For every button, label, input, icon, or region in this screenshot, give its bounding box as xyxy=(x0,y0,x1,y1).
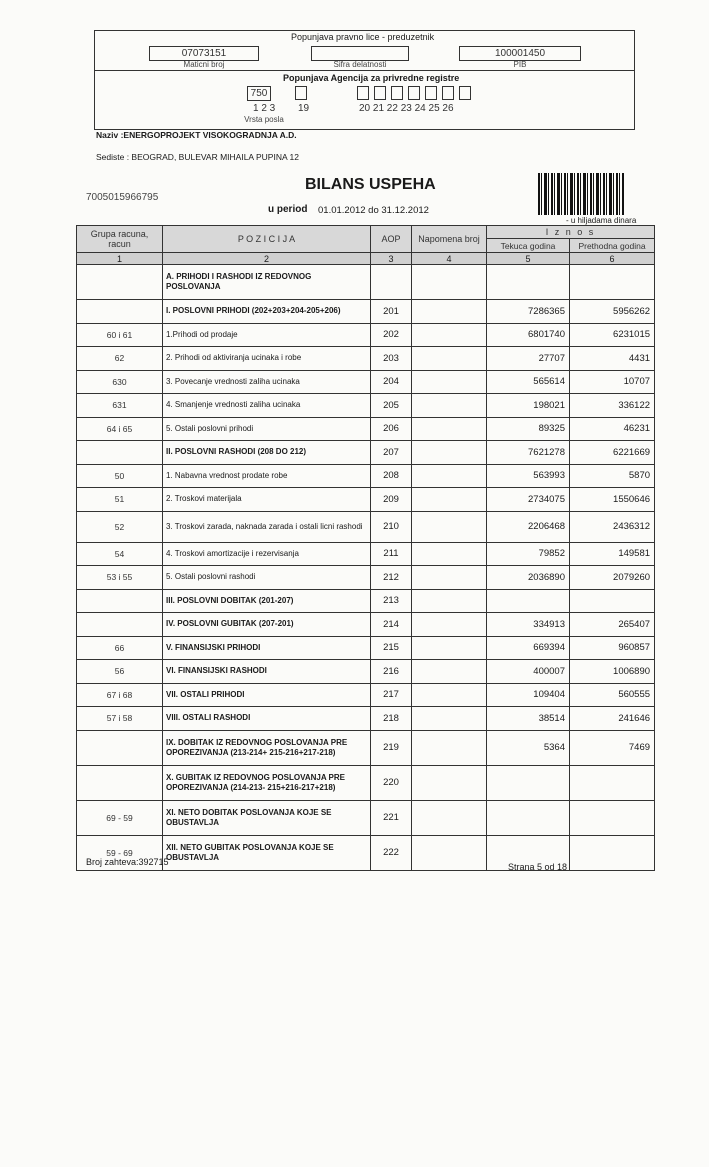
header-pozicija: P O Z I C I J A xyxy=(163,226,371,253)
previous-year-cell: 336122 xyxy=(570,394,655,418)
position-cell: 3. Troskovi zarada, naknada zarada i ostali licni rashodi xyxy=(163,511,371,542)
current-year-cell: 7621278 xyxy=(487,441,570,465)
current-year-cell: 563993 xyxy=(487,464,570,488)
account-group-cell xyxy=(77,265,163,300)
account-group-cell: 52 xyxy=(77,511,163,542)
previous-year-cell: 6231015 xyxy=(570,323,655,347)
aop-cell: 210 xyxy=(371,511,412,542)
previous-year-cell: 4431 xyxy=(570,347,655,371)
previous-year-cell: 265407 xyxy=(570,613,655,637)
note-cell xyxy=(412,441,487,465)
col-number: 3 xyxy=(371,253,412,265)
aop-cell: 207 xyxy=(371,441,412,465)
document-id-number: 7005015966795 xyxy=(86,192,159,203)
previous-year-cell: 7469 xyxy=(570,730,655,765)
previous-year-cell: 2436312 xyxy=(570,511,655,542)
note-cell xyxy=(412,835,487,870)
current-year-cell: 2734075 xyxy=(487,488,570,512)
current-year-cell: 7286365 xyxy=(487,300,570,324)
position-cell: VII. OSTALI PRIHODI xyxy=(163,683,371,707)
aop-cell: 206 xyxy=(371,417,412,441)
request-number: Broj zahteva:392715 xyxy=(86,857,169,867)
field-19-box xyxy=(295,86,307,100)
note-cell xyxy=(412,683,487,707)
position-cell: 3. Povecanje vrednosti zaliha ucinaka xyxy=(163,370,371,394)
current-year-cell: 6801740 xyxy=(487,323,570,347)
previous-year-cell: 560555 xyxy=(570,683,655,707)
table-row xyxy=(77,511,655,542)
document-title: BILANS USPEHA xyxy=(305,176,436,193)
previous-year-cell: 2079260 xyxy=(570,566,655,590)
account-group-cell: 59 - 69 xyxy=(77,835,163,870)
aop-cell: 209 xyxy=(371,488,412,512)
current-year-cell: 109404 xyxy=(487,683,570,707)
position-cell: V. FINANSIJSKI PRIHODI xyxy=(163,636,371,660)
note-cell xyxy=(412,300,487,324)
aop-cell: 214 xyxy=(371,613,412,637)
field-23-box xyxy=(408,86,420,100)
position-cell: 1. Nabavna vrednost prodate robe xyxy=(163,464,371,488)
current-year-cell: 2206468 xyxy=(487,511,570,542)
table-row xyxy=(77,613,655,637)
table-row xyxy=(77,765,655,800)
header-tekuca: Tekuca godina xyxy=(487,239,570,253)
note-cell xyxy=(412,323,487,347)
position-cell: II. POSLOVNI RASHODI (208 DO 212) xyxy=(163,441,371,465)
field-22-box xyxy=(391,86,403,100)
current-year-cell: 27707 xyxy=(487,347,570,371)
account-group-cell: 630 xyxy=(77,370,163,394)
field-19-number: 19 xyxy=(298,103,310,114)
previous-year-cell xyxy=(570,265,655,300)
account-group-cell: 62 xyxy=(77,347,163,371)
aop-cell: 215 xyxy=(371,636,412,660)
previous-year-cell: 46231 xyxy=(570,417,655,441)
previous-year-cell: 5956262 xyxy=(570,300,655,324)
note-cell xyxy=(412,370,487,394)
aop-cell: 211 xyxy=(371,542,412,566)
note-cell xyxy=(412,394,487,418)
previous-year-cell: 6221669 xyxy=(570,441,655,465)
position-cell: A. PRIHODI I RASHODI IZ REDOVNOG POSLOVANJA xyxy=(163,265,371,300)
note-cell xyxy=(412,265,487,300)
account-group-cell: 53 i 55 xyxy=(77,566,163,590)
account-group-cell xyxy=(77,613,163,637)
barcode xyxy=(538,173,624,215)
income-statement-table xyxy=(76,225,655,871)
table-body xyxy=(77,265,655,871)
note-cell xyxy=(412,417,487,441)
position-cell: 5. Ostali poslovni rashodi xyxy=(163,566,371,590)
position-cell: IX. DOBITAK IZ REDOVNOG POSLOVANJA PRE OPOREZIVANJA (213-214+ 215-216+217-218) xyxy=(163,730,371,765)
registration-form-box xyxy=(94,30,635,130)
table-row xyxy=(77,660,655,684)
aop-cell xyxy=(371,265,412,300)
account-group-cell xyxy=(77,730,163,765)
account-group-cell xyxy=(77,300,163,324)
note-cell xyxy=(412,347,487,371)
period-label: u period xyxy=(268,204,308,215)
header-iznos: I z n o s xyxy=(487,226,655,239)
account-group-cell: 51 xyxy=(77,488,163,512)
account-group-cell: 66 xyxy=(77,636,163,660)
previous-year-cell xyxy=(570,765,655,800)
company-address: Sediste : BEOGRAD, BULEVAR MIHAILA PUPINA 12 xyxy=(96,152,299,162)
current-year-cell xyxy=(487,265,570,300)
aop-cell: 218 xyxy=(371,707,412,731)
maticni-broj-label: Maticni broj xyxy=(183,60,225,69)
table-row xyxy=(77,730,655,765)
current-year-cell: 89325 xyxy=(487,417,570,441)
previous-year-cell: 1006890 xyxy=(570,660,655,684)
account-group-cell: 64 i 65 xyxy=(77,417,163,441)
note-cell xyxy=(412,511,487,542)
aop-cell: 212 xyxy=(371,566,412,590)
aop-cell: 220 xyxy=(371,765,412,800)
previous-year-cell: 960857 xyxy=(570,636,655,660)
previous-year-cell: 149581 xyxy=(570,542,655,566)
position-cell: 2. Troskovi materijala xyxy=(163,488,371,512)
current-year-cell xyxy=(487,765,570,800)
account-group-cell: 631 xyxy=(77,394,163,418)
previous-year-cell xyxy=(570,589,655,613)
note-cell xyxy=(412,730,487,765)
table-row xyxy=(77,300,655,324)
account-group-cell xyxy=(77,589,163,613)
period-value: 01.01.2012 do 31.12.2012 xyxy=(318,205,429,216)
note-cell xyxy=(412,542,487,566)
company-name: Naziv :ENERGOPROJEKT VISOKOGRADNJA A.D. xyxy=(96,130,297,140)
col-number: 4 xyxy=(412,253,487,265)
current-year-cell: 669394 xyxy=(487,636,570,660)
form-owner-title: Popunjava pravno lice - preduzetnik xyxy=(291,32,435,42)
note-cell xyxy=(412,707,487,731)
account-group-cell: 56 xyxy=(77,660,163,684)
aop-cell: 203 xyxy=(371,347,412,371)
current-year-cell: 2036890 xyxy=(487,566,570,590)
position-cell: XI. NETO DOBITAK POSLOVANJA KOJE SE OBUSTAVLJA xyxy=(163,800,371,835)
previous-year-cell: 241646 xyxy=(570,707,655,731)
maticni-broj-field: 07073151 xyxy=(149,46,259,61)
note-cell xyxy=(412,613,487,637)
table-row xyxy=(77,636,655,660)
table-row xyxy=(77,542,655,566)
table-row xyxy=(77,589,655,613)
aop-cell: 202 xyxy=(371,323,412,347)
sifra-delatnosti-field xyxy=(311,46,409,61)
table-row xyxy=(77,347,655,371)
aop-cell: 201 xyxy=(371,300,412,324)
previous-year-cell: 5870 xyxy=(570,464,655,488)
sifra-delatnosti-label: Sifra delatnosti xyxy=(333,60,387,69)
position-cell: 1.Prihodi od prodaje xyxy=(163,323,371,347)
position-cell: 4. Smanjenje vrednosti zaliha ucinaka xyxy=(163,394,371,418)
table-row xyxy=(77,441,655,465)
col-number: 5 xyxy=(487,253,570,265)
col-number: 6 xyxy=(570,253,655,265)
position-cell: 5. Ostali poslovni prihodi xyxy=(163,417,371,441)
table-row xyxy=(77,265,655,300)
page-number: Strana 5 od 18 xyxy=(508,862,568,872)
unit-note: - u hiljadama dinara xyxy=(566,216,637,225)
col-number: 1 xyxy=(77,253,163,265)
header-prethodna: Prethodna godina xyxy=(570,239,655,253)
position-cell: X. GUBITAK IZ REDOVNOG POSLOVANJA PRE OPOREZIVANJA (214-213- 215+216-217+218) xyxy=(163,765,371,800)
account-group-cell: 67 i 68 xyxy=(77,683,163,707)
field-21-box xyxy=(374,86,386,100)
position-cell: I. POSLOVNI PRIHODI (202+203+204-205+206) xyxy=(163,300,371,324)
position-cell: IV. POSLOVNI GUBITAK (207-201) xyxy=(163,613,371,637)
aop-cell: 222 xyxy=(371,835,412,870)
table-row xyxy=(77,800,655,835)
account-group-cell: 69 - 59 xyxy=(77,800,163,835)
aop-cell: 205 xyxy=(371,394,412,418)
note-cell xyxy=(412,589,487,613)
table-row xyxy=(77,683,655,707)
field-20-26-numbers: 20 21 22 23 24 25 26 xyxy=(359,103,454,114)
form-agency-title: Popunjava Agencija za privredne registre xyxy=(283,73,460,83)
header-napomena: Napomena broj xyxy=(412,226,487,253)
table-row xyxy=(77,370,655,394)
current-year-cell: 400007 xyxy=(487,660,570,684)
field-24-box xyxy=(425,86,437,100)
current-year-cell xyxy=(487,800,570,835)
position-cell: XII. NETO GUBITAK POSLOVANJA KOJE SE OBUSTAVLJA xyxy=(163,835,371,870)
note-cell xyxy=(412,464,487,488)
aop-cell: 204 xyxy=(371,370,412,394)
aop-cell: 219 xyxy=(371,730,412,765)
note-cell xyxy=(412,765,487,800)
current-year-cell: 5364 xyxy=(487,730,570,765)
table-row xyxy=(77,417,655,441)
col-number: 2 xyxy=(163,253,371,265)
header-aop: AOP xyxy=(371,226,412,253)
previous-year-cell: 10707 xyxy=(570,370,655,394)
vrsta-posla-field: 750 xyxy=(247,86,271,101)
field-25-box xyxy=(442,86,454,100)
previous-year-cell: 1550646 xyxy=(570,488,655,512)
pib-field: 100001450 xyxy=(459,46,581,61)
aop-cell: 208 xyxy=(371,464,412,488)
field-20-box xyxy=(357,86,369,100)
table-row xyxy=(77,566,655,590)
aop-cell: 221 xyxy=(371,800,412,835)
note-cell xyxy=(412,566,487,590)
account-group-cell: 60 i 61 xyxy=(77,323,163,347)
current-year-cell: 565614 xyxy=(487,370,570,394)
field-26-box xyxy=(459,86,471,100)
current-year-cell: 79852 xyxy=(487,542,570,566)
note-cell xyxy=(412,800,487,835)
account-group-cell xyxy=(77,765,163,800)
current-year-cell: 198021 xyxy=(487,394,570,418)
previous-year-cell xyxy=(570,835,655,870)
account-group-cell xyxy=(77,441,163,465)
aop-cell: 213 xyxy=(371,589,412,613)
note-cell xyxy=(412,660,487,684)
current-year-cell xyxy=(487,589,570,613)
previous-year-cell xyxy=(570,800,655,835)
table-row xyxy=(77,488,655,512)
aop-cell: 217 xyxy=(371,683,412,707)
position-cell: VIII. OSTALI RASHODI xyxy=(163,707,371,731)
table-row xyxy=(77,707,655,731)
aop-cell: 216 xyxy=(371,660,412,684)
table-row xyxy=(77,464,655,488)
position-cell: 4. Troskovi amortizacije i rezervisanja xyxy=(163,542,371,566)
vrsta-posla-label: Vrsta posla xyxy=(244,115,284,124)
account-group-cell: 50 xyxy=(77,464,163,488)
vrsta-posla-digits: 1 2 3 xyxy=(253,103,276,114)
position-cell: 2. Prihodi od aktiviranja ucinaka i robe xyxy=(163,347,371,371)
form-divider xyxy=(95,70,634,71)
table-row xyxy=(77,394,655,418)
table-row xyxy=(77,323,655,347)
current-year-cell: 38514 xyxy=(487,707,570,731)
pib-label: PIB xyxy=(513,60,527,69)
note-cell xyxy=(412,636,487,660)
header-grupa: Grupa racuna, racun xyxy=(77,226,163,253)
note-cell xyxy=(412,488,487,512)
account-group-cell: 54 xyxy=(77,542,163,566)
current-year-cell: 334913 xyxy=(487,613,570,637)
account-group-cell: 57 i 58 xyxy=(77,707,163,731)
position-cell: III. POSLOVNI DOBITAK (201-207) xyxy=(163,589,371,613)
position-cell: VI. FINANSIJSKI RASHODI xyxy=(163,660,371,684)
